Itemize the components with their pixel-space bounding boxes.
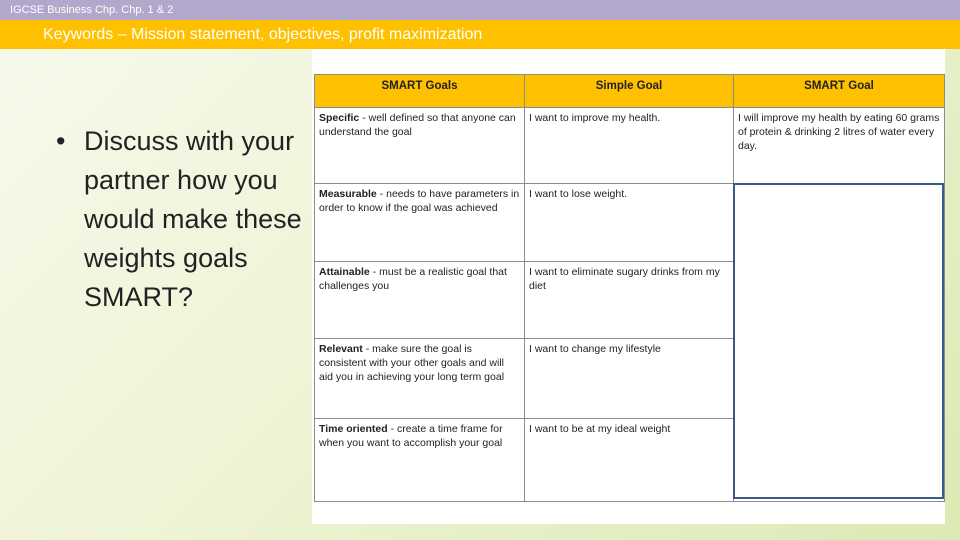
criterion-definition: - create a time frame for when you want to accomplish your goal xyxy=(319,423,503,449)
criterion-name: Attainable xyxy=(319,266,370,278)
simple-goal-cell: I want to lose weight. xyxy=(525,184,734,262)
discussion-bullet xyxy=(56,122,306,317)
criterion-name: Measurable xyxy=(319,188,377,200)
criterion-cell xyxy=(315,262,525,339)
course-title: IGCSE Business Chp. Chp. 1 & 2 xyxy=(10,4,174,16)
simple-goal-cell: I want to be at my ideal weight xyxy=(525,419,734,502)
criterion-cell xyxy=(315,108,525,184)
criterion-definition: - needs to have parameters in order to know if the goal was achieved xyxy=(319,188,520,214)
answer-cover-box xyxy=(733,183,944,499)
criterion-definition: - make sure the goal is consistent with your other goals and will aid you in achieving your long term goal xyxy=(319,343,505,383)
table-row xyxy=(315,108,945,184)
bullet-text: Discuss with your partner how you would make these weights goals SMART? xyxy=(84,126,302,312)
simple-goal-cell: I want to eliminate sugary drinks from my diet xyxy=(525,262,734,339)
header-simple-goal: Simple Goal xyxy=(525,75,734,108)
header-smart-goals: SMART Goals xyxy=(315,75,525,108)
table-header-row xyxy=(315,75,945,108)
header-smart-goal: SMART Goal xyxy=(734,75,945,108)
simple-goal-cell: I want to improve my health. xyxy=(525,108,734,184)
course-title-bar xyxy=(0,0,960,20)
criterion-definition: - well defined so that anyone can understand the goal xyxy=(319,112,516,138)
smart-goal-cell: I will improve my health by eating 60 grams of protein & drinking 2 litres of water every day. xyxy=(734,108,945,184)
criterion-cell xyxy=(315,419,525,502)
criterion-definition: - must be a realistic goal that challenges you xyxy=(319,266,507,292)
criterion-name: Time oriented xyxy=(319,423,388,435)
keywords-bar xyxy=(0,20,960,49)
keywords-text: Keywords – Mission statement, objectives, profit maximization xyxy=(43,26,483,43)
criterion-name: Specific xyxy=(319,112,360,124)
simple-goal-cell: I want to change my lifestyle xyxy=(525,339,734,419)
bullet-symbol: • xyxy=(56,126,66,156)
criterion-cell xyxy=(315,339,525,419)
criterion-cell xyxy=(315,184,525,262)
criterion-name: Relevant xyxy=(319,343,363,355)
